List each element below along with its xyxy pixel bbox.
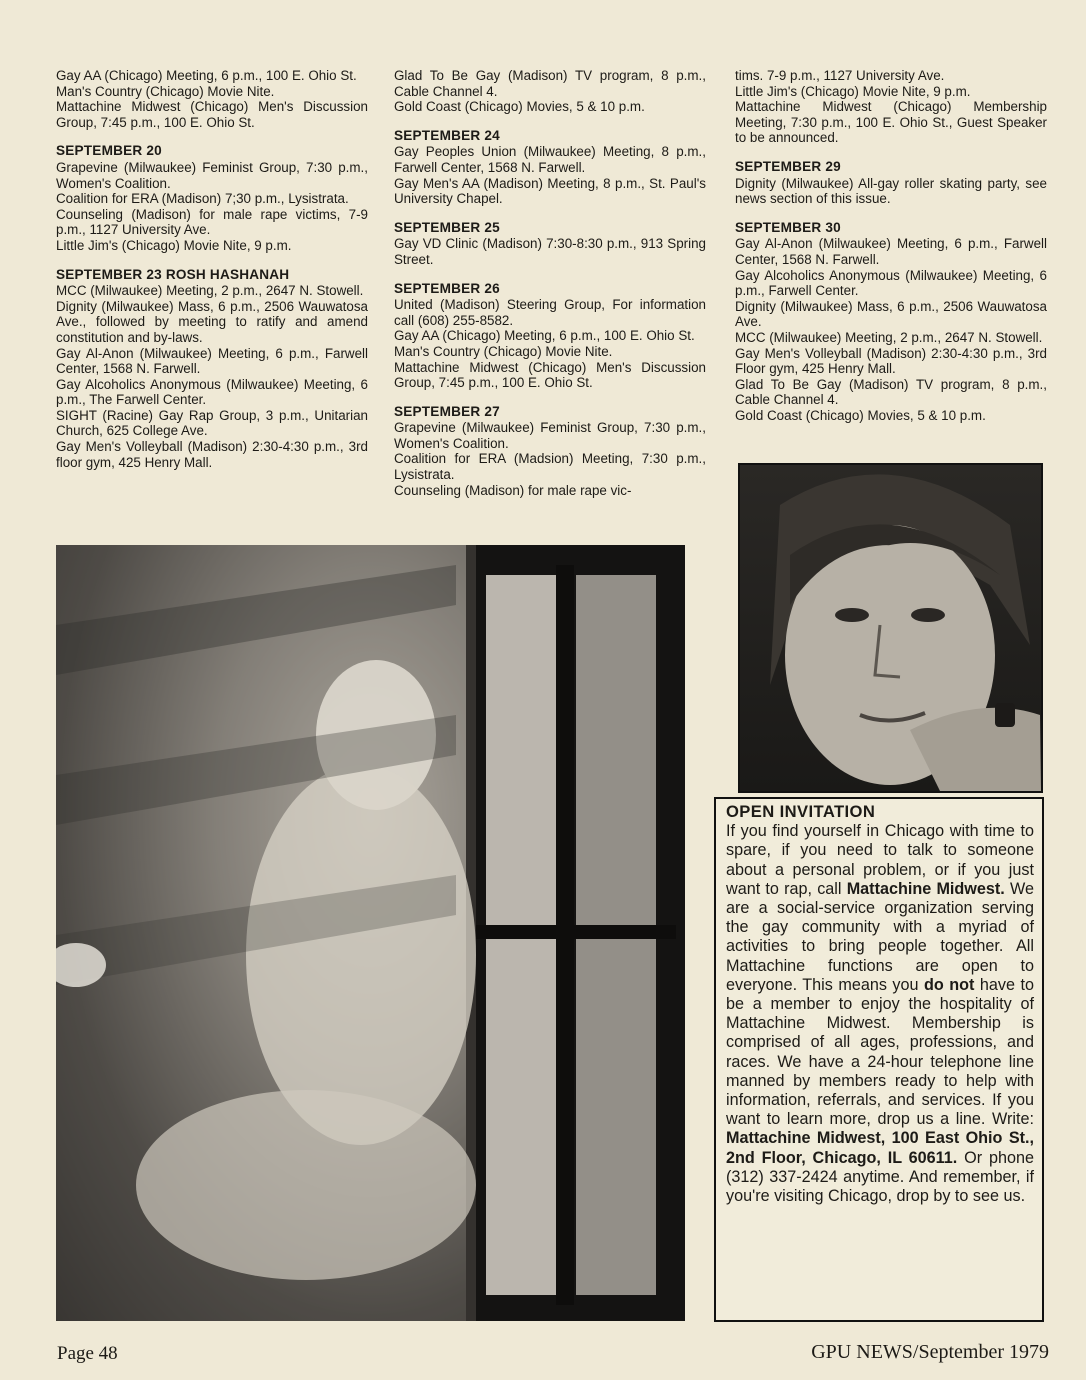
event-entry: Grapevine (Milwaukee) Feminist Group, 7:30 p.m., Women's Coalition. [56,159,368,191]
date-heading: SEPTEMBER 24 [394,127,500,143]
event-entry: Counseling (Madison) for male rape vic- [394,482,632,498]
event-entry: Gay Al-Anon (Milwaukee) Meeting, 6 p.m., Farwell Center, 1568 N. Farwell. [56,345,368,377]
listing-section [394,404,706,499]
event-entry: Glad To Be Gay (Madison) TV program, 8 p.m., Cable Channel 4. [735,376,1047,408]
listing-section [394,128,706,207]
event-entry: Gay Peoples Union (Milwaukee) Meeting, 8 p.m., Farwell Center, 1568 N. Farwell. [394,144,706,175]
event-entry: Mattachine Midwest (Chicago) Men's Discussion Group, 7:45 p.m., 100 E. Ohio St. [56,99,368,130]
invitation-emphasis: do not [923,975,975,994]
event-entry: Glad To Be Gay (Madison) TV program, 8 p.m., Cable Channel 4. [394,68,706,99]
event-entry: Dignity (Milwaukee) Mass, 6 p.m., 2506 Wauwatosa Ave. [735,298,1047,330]
event-entry: MCC (Milwaukee) Meeting, 2 p.m., 2647 N. Stowell. [735,329,1043,345]
event-entry: Gold Coast (Chicago) Movies, 5 & 10 p.m. [394,99,645,115]
invitation-text: We are a social-service organization serving the gay community with a myriad of activities to bring people together. All Mattachine functions are open to everyone. This means you [726,879,1034,994]
event-entry: Coalition for ERA (Madison) 7;30 p.m., Lysistrata. [56,191,349,207]
event-entry: MCC (Milwaukee) Meeting, 2 p.m., 2647 N. Stowell. [56,283,364,299]
listing-section [735,68,1047,146]
event-entry: Coalition for ERA (Madsion) Meeting, 7:30 p.m., Lysistrata. [394,451,706,483]
invitation-org-name: Mattachine Midwest. [846,879,1005,898]
event-entry: Gay Men's Volleyball (Madison) 2:30-4:30 p.m., 3rd Floor gym, 425 Henry Mall. [735,345,1047,377]
event-entry: Gay Alcoholics Anonymous (Milwaukee) Meeting, 6 p.m., Farwell Center. [735,267,1047,299]
photo-figure-by-window [56,545,685,1321]
invitation-title: OPEN INVITATION [726,802,876,821]
event-entry: Gay VD Clinic (Madison) 7:30-8:30 p.m., 913 Spring Street. [394,236,706,267]
date-heading: SEPTEMBER 29 [735,158,841,174]
event-entry: Man's Country (Chicago) Movie Nite. [56,83,275,99]
event-entry: Grapevine (Milwaukee) Feminist Group, 7:30 p.m., Women's Coalition. [394,420,706,451]
event-entry: United (Madison) Steering Group, For information call (608) 255-8582. [394,297,706,328]
page-number: Page 48 [57,1343,118,1364]
event-entry: Counseling (Madison) for male rape victims, 7-9 p.m., 1127 University Ave. [56,206,368,238]
event-entry: Man's Country (Chicago) Movie Nite. [394,343,613,359]
event-entry: Little Jim's (Chicago) Movie Nite, 9 p.m. [56,237,292,253]
event-entry: Mattachine Midwest (Chicago) Membership Meeting, 7:30 p.m., 100 E. Ohio St., Guest Speaker to be announced. [735,99,1047,146]
event-entry: Gay Men's Volleyball (Madison) 2:30-4:30 p.m., 3rd floor gym, 425 Henry Mall. [56,439,368,470]
listing-column-2 [394,68,706,511]
event-entry: Mattachine Midwest (Chicago) Men's Discussion Group, 7:45 p.m., 100 E. Ohio St. [394,359,706,391]
listing-section [394,220,706,268]
listing-section [56,143,368,253]
date-heading: SEPTEMBER 27 [394,403,500,419]
date-heading: SEPTEMBER 30 [735,219,841,235]
listing-column-1 [56,68,368,483]
open-invitation-box [714,797,1044,1322]
event-entry: Dignity (Milwaukee) Mass, 6 p.m., 2506 Wauwatosa Ave., followed by meeting to ratify and amend constitution and by-laws. [56,298,368,345]
event-entry: Gay Al-Anon (Milwaukee) Meeting, 6 p.m., Farwell Center, 1568 N. Farwell. [735,236,1047,267]
event-entry: Little Jim's (Chicago) Movie Nite, 9 p.m. [735,83,971,99]
listing-section [394,68,706,115]
event-entry: Gold Coast (Chicago) Movies, 5 & 10 p.m. [735,407,986,423]
listing-section [56,68,368,130]
date-heading: SEPTEMBER 25 [394,219,500,235]
invitation-text: have to be a member to enjoy the hospitality of Mattachine Midwest. Membership is comprised of all ages, professions, and races. We have a 24-hour telephone line manned by members ready to help with information, referrals, and services. If you want to learn more, drop us a line. Write: [726,975,1034,1129]
listing-column-3 [735,68,1047,436]
event-entry: Dignity (Milwaukee) All-gay roller skating party, see news section of this issue. [735,175,1047,207]
event-entry: Gay AA (Chicago) Meeting, 6 p.m., 100 E. Ohio St. [394,328,695,344]
date-heading: SEPTEMBER 20 [56,143,162,159]
invitation-address: Mattachine Midwest, 100 East Ohio St., 2nd Floor, Chicago, IL 60611. [726,1129,1034,1167]
listing-section [56,267,368,471]
event-entry: Gay Alcoholics Anonymous (Milwaukee) Meeting, 6 p.m., The Farwell Center. [56,376,368,408]
photo-portrait [738,463,1043,793]
event-entry: tims. 7-9 p.m., 1127 University Ave. [735,68,945,83]
date-heading: SEPTEMBER 23 ROSH HASHANAH [56,266,290,282]
publication-footer: GPU NEWS/September 1979 [811,1341,1049,1363]
event-entry: Gay Men's AA (Madison) Meeting, 8 p.m., St. Paul's University Chapel. [394,175,706,207]
listing-section [735,159,1047,207]
event-entry: Gay AA (Chicago) Meeting, 6 p.m., 100 E. Ohio St. [56,68,357,83]
event-entry: SIGHT (Racine) Gay Rap Group, 3 p.m., Unitarian Church, 625 College Ave. [56,407,368,439]
invitation-text: If you find yourself in Chicago with time to spare, if you need to talk to someone about a personal problem, or if you just want to rap, call [726,822,1034,898]
listing-section [735,220,1047,424]
listing-section [394,281,706,391]
date-heading: SEPTEMBER 26 [394,280,500,296]
invitation-text: Or phone (312) 337-2424 anytime. And remember, if you're visiting Chicago, drop by to see us. [726,1148,1034,1206]
